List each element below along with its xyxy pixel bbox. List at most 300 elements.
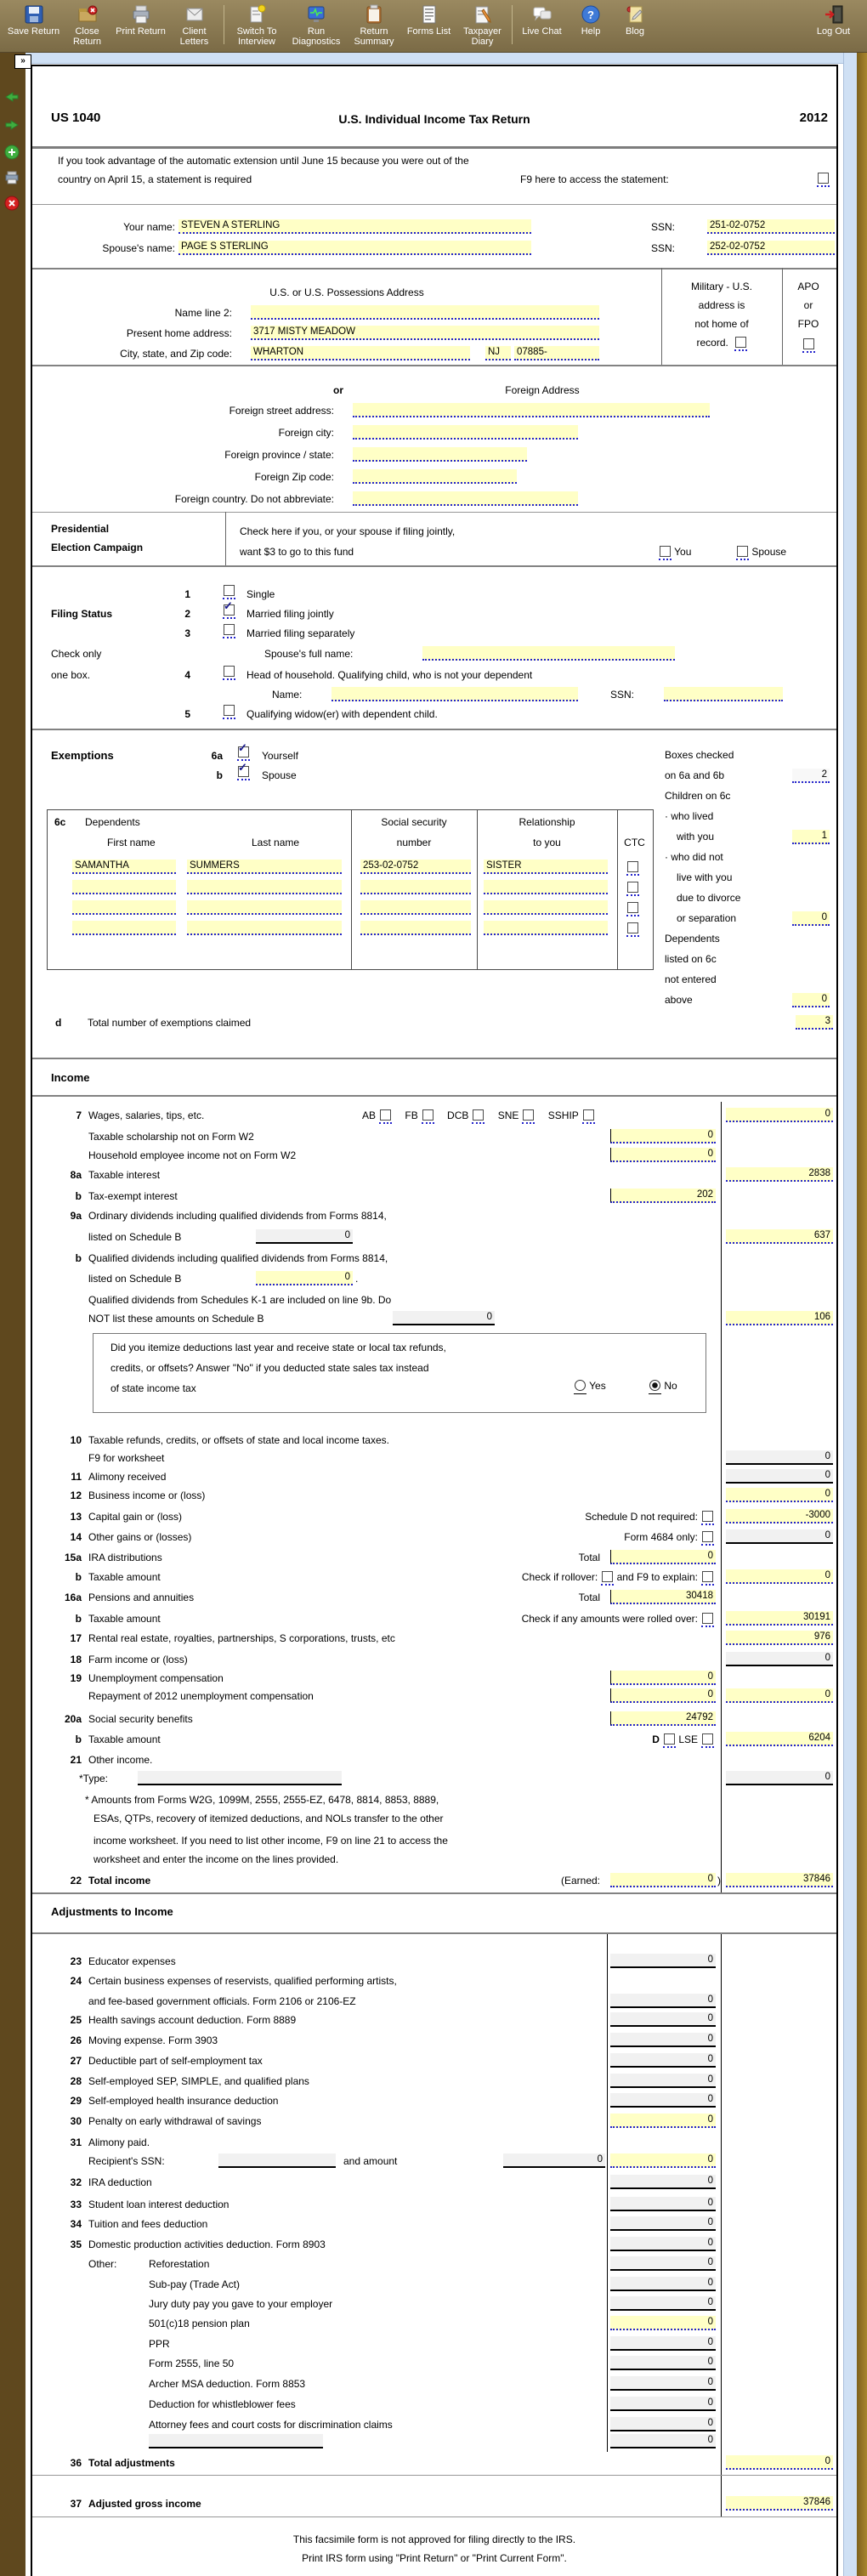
line-label: Other income. (88, 1754, 153, 1766)
line-26 (32, 2031, 836, 2050)
dependent-relationship-field[interactable]: SISTER (484, 860, 608, 874)
line-6b: b (216, 769, 223, 781)
return-summary-button[interactable] (346, 3, 402, 47)
reforestation-field[interactable]: 0 (610, 2256, 716, 2271)
you-checkbox[interactable] (659, 546, 672, 560)
line-label: and fee-based government officials. Form 2106 or 2106-EZ (88, 1995, 356, 2007)
vertical-scrollbar[interactable] (843, 53, 858, 2576)
or-label: or (333, 384, 343, 396)
total-adjustments-label: Total adjustments (88, 2457, 175, 2469)
note-text: * Amounts from Forms W2G, 1099M, 2555, 2555-EZ, 6478, 8814, 8853, 8889, (85, 1794, 439, 1806)
itemize-yes-option[interactable] (574, 1380, 606, 1394)
divider (32, 1892, 836, 1894)
last-name-header: Last name (252, 837, 300, 848)
form-title: U.S. Individual Income Tax Return (338, 112, 530, 126)
line-13 (32, 1507, 836, 1526)
exemption-note: listed on 6c (665, 953, 717, 965)
archer-msa-field[interactable]: 0 (610, 2376, 716, 2391)
line-label: Deduction for whistleblower fees (149, 2398, 296, 2410)
line-21 (32, 1750, 836, 1769)
single-checkbox[interactable] (223, 585, 235, 599)
presidential-text: Check here if you, or your spouse if filing jointly, (240, 525, 456, 537)
other-jury-duty (32, 2295, 836, 2313)
other-income-type-label: *Type: (79, 1773, 109, 1784)
line-23 (32, 1952, 836, 1971)
divider (32, 1095, 836, 1097)
line-number: 13 (70, 1511, 82, 1523)
ctc-checkbox[interactable] (626, 902, 639, 916)
other-income-field[interactable]: 0 (726, 1771, 833, 1785)
close-return-button[interactable] (60, 3, 114, 47)
income-note-1 (32, 1790, 836, 1809)
children-lived-with-you-value[interactable]: 1 (792, 830, 830, 844)
schedule-b-dividends-field[interactable]: 0 (256, 1229, 353, 1244)
facsimile-disclaimer: This facsimile form is not approved for filing directly to the IRS. (292, 2533, 576, 2545)
d-checkbox[interactable] (663, 1733, 676, 1748)
recipient-ssn-field[interactable] (218, 2153, 336, 2168)
ppr-field[interactable]: 0 (610, 2336, 716, 2351)
dependents-not-entered-value[interactable]: 0 (792, 993, 830, 1007)
foreign-street-row (32, 401, 836, 420)
line-label: Form 2555, line 50 (149, 2358, 235, 2369)
head-of-household-checkbox[interactable] (223, 666, 235, 680)
foreign-province-field[interactable] (353, 447, 527, 462)
button-label: Run Diagnostics (292, 26, 341, 47)
spouse-name-row (32, 239, 836, 258)
line-label: Other gains or (losses) (88, 1531, 192, 1543)
button-label: Live Chat (522, 26, 562, 37)
rollover-checkbox[interactable] (601, 1571, 614, 1586)
spouse-full-name-field[interactable] (422, 646, 675, 661)
tuition-fees-field[interactable]: 0 (610, 2216, 716, 2231)
line-label: Repayment of 2012 unemployment compensation (88, 1690, 314, 1702)
alimony-amount-field[interactable]: 0 (503, 2153, 605, 2168)
line-label: Qualified dividends including qualified dividends from Forms 8814, (88, 1252, 388, 1264)
ctc-checkbox[interactable] (626, 861, 639, 876)
button-label: Print Return (116, 26, 166, 37)
ctc-checkbox[interactable] (626, 882, 639, 896)
total-exemptions-value[interactable]: 3 (796, 1015, 833, 1030)
filing-status-2 (32, 604, 836, 623)
print-return-button[interactable] (114, 3, 167, 37)
status-number: 1 (184, 588, 190, 600)
lse-checkbox[interactable] (701, 1733, 714, 1748)
line-15b (32, 1568, 836, 1586)
spouse-exemption-checkbox[interactable] (237, 766, 250, 780)
dependent-last-name-field[interactable] (187, 900, 342, 915)
divider (32, 146, 836, 149)
line-16b (32, 1609, 836, 1628)
line-29 (32, 2091, 836, 2110)
foreign-street-field[interactable] (353, 403, 710, 417)
ira-taxable-field[interactable]: 0 (726, 1569, 833, 1584)
us-address-header: U.S. or U.S. Possessions Address (269, 287, 424, 298)
military-text: address is (698, 299, 745, 311)
wages-amount-field[interactable]: 0 (726, 1108, 833, 1122)
line-30 (32, 2112, 836, 2131)
logout-button[interactable] (807, 3, 860, 37)
run-diagnostics-button[interactable] (286, 3, 346, 47)
exemption-note: live with you (677, 871, 733, 883)
switch-to-interview-button[interactable] (227, 3, 286, 47)
dependent-relationship-field[interactable] (484, 921, 608, 935)
your-name-field[interactable]: STEVEN A STERLING (178, 219, 531, 234)
pension-501c18-field[interactable]: 0 (610, 2316, 716, 2330)
exemption-note: above (665, 994, 693, 1006)
line-33 (32, 2195, 836, 2214)
line-21-type (32, 1769, 836, 1788)
business-income-field[interactable]: 0 (726, 1488, 833, 1502)
scholarship-field[interactable]: 0 (610, 1129, 716, 1143)
foreign-street-label: Foreign street address: (229, 405, 334, 417)
filing-status-1 (32, 585, 836, 604)
relationship-header: Relationship (518, 816, 575, 828)
back-arrow-icon[interactable] (4, 89, 20, 105)
question-text: Did you itemize deductions last year and receive state or local tax refunds, (110, 1342, 446, 1353)
ssn-label: SSN: (651, 242, 676, 254)
apo-fpo-checkbox[interactable] (802, 338, 815, 353)
ira-distributions-field[interactable]: 0 (610, 1550, 716, 1564)
attorney-fees-field[interactable]: 0 (610, 2417, 716, 2431)
line-label: Wages, salaries, tips, etc. (88, 1109, 205, 1121)
qualifying-widow-checkbox[interactable] (223, 705, 235, 719)
line-label: Taxable refunds, credits, or offsets of state and local income taxes. (88, 1434, 389, 1446)
qualified-dividends-field[interactable]: 106 (726, 1311, 833, 1325)
f9-explain-checkbox[interactable] (701, 1571, 714, 1586)
student-loan-field[interactable]: 0 (610, 2197, 716, 2211)
other-income-type-field[interactable] (138, 1771, 342, 1785)
foreign-country-row (32, 490, 836, 508)
foreign-zip-field[interactable] (353, 469, 517, 484)
flag-sne-checkbox[interactable] (522, 1109, 535, 1124)
dependents-header: Dependents (85, 816, 140, 828)
line-6a: 6a (211, 750, 223, 762)
other-label: Other: (88, 2258, 117, 2270)
line-number: 17 (70, 1632, 82, 1644)
repayment-field[interactable]: 0 (610, 1688, 716, 1703)
line-label: Penalty on early withdrawal of savings (88, 2115, 262, 2127)
married-separately-checkbox[interactable] (223, 624, 235, 638)
filing-status-5 (32, 705, 836, 723)
military-text: record. (696, 337, 728, 349)
ordinary-dividends-field[interactable]: 637 (726, 1229, 833, 1244)
se-health-insurance-field[interactable]: 0 (610, 2093, 716, 2108)
line-37-agi (32, 2494, 836, 2513)
line-label: Rental real estate, royalties, partnerships, S corporations, trusts, etc (88, 1632, 395, 1644)
earned-income-field[interactable]: 0 (610, 1873, 716, 1887)
schedule-d-checkbox[interactable] (701, 1511, 714, 1525)
line-16a (32, 1588, 836, 1607)
educator-expenses-field[interactable]: 0 (610, 1954, 716, 1968)
flag-fb-checkbox[interactable] (422, 1109, 434, 1124)
extension-note-2 (32, 170, 836, 189)
delete-form-icon[interactable] (4, 196, 20, 211)
se-tax-deduction-field[interactable]: 0 (610, 2053, 716, 2068)
divider (32, 565, 836, 567)
exemption-note: or separation (677, 912, 737, 924)
dependent-last-name-field[interactable] (187, 880, 342, 894)
line-number: 10 (70, 1434, 82, 1446)
zip-field[interactable]: 07885- (514, 346, 599, 360)
line-24-2 (32, 1992, 836, 2011)
line-20a (32, 1710, 836, 1728)
form-2555-field[interactable]: 0 (610, 2356, 716, 2370)
presidential-title: Presidential (51, 523, 110, 535)
tax-exempt-interest-field[interactable]: 202 (610, 1189, 716, 1203)
name-line2-field[interactable] (251, 305, 599, 320)
client-letters-button[interactable] (167, 3, 221, 47)
pensions-taxable-field[interactable]: 30191 (726, 1611, 833, 1626)
yes-label: Yes (589, 1380, 606, 1392)
early-withdrawal-penalty-field[interactable]: 0 (610, 2114, 716, 2128)
unemployment-field[interactable]: 0 (610, 1671, 716, 1685)
other-description-field[interactable] (149, 2434, 323, 2448)
live-chat-button[interactable] (515, 3, 569, 37)
spouse-full-name-label: Spouse's full name: (264, 648, 354, 660)
f9-explain-label: and F9 to explain: (616, 1571, 698, 1583)
button-label: Switch To Interview (236, 26, 277, 47)
children-divorce-value[interactable]: 0 (792, 911, 830, 926)
line-9b-4 (32, 1309, 836, 1328)
dependent-ssn-field[interactable] (360, 921, 471, 935)
line-number: b (75, 1252, 82, 1264)
extension-note (32, 151, 836, 170)
boxes-checked-6ab-value[interactable]: 2 (792, 769, 830, 783)
line-label: NOT list these amounts on Schedule B (88, 1313, 264, 1325)
filing-status-4b (32, 685, 836, 704)
line-number: 26 (70, 2034, 82, 2046)
line-31-2 (32, 2152, 836, 2170)
line-label: Deductible part of self-employment tax (88, 2055, 263, 2067)
line-label: Student loan interest deduction (88, 2199, 230, 2210)
button-label: Return Summary (354, 26, 394, 47)
ssn-label: SSN: (651, 221, 676, 233)
qualified-dividends-schb-field[interactable]: 0 (256, 1271, 353, 1285)
dependent-relationship-field[interactable] (484, 880, 608, 894)
whistleblower-field[interactable]: 0 (610, 2397, 716, 2411)
social-security-field[interactable]: 24792 (610, 1711, 716, 1726)
exemption-note: · who lived (665, 810, 714, 822)
flag-dcb-checkbox[interactable] (472, 1109, 484, 1124)
other-amount-field[interactable]: 0 (610, 2434, 716, 2448)
divider (32, 365, 836, 366)
domestic-production-field[interactable]: 0 (610, 2237, 716, 2251)
foreign-province-label: Foreign province / state: (224, 449, 334, 461)
add-form-icon[interactable] (4, 145, 20, 160)
status-number: 2 (184, 608, 190, 620)
form-id: US 1040 (51, 111, 101, 125)
spouse-name-label: Spouse's name: (102, 242, 175, 254)
line-label: Certain business expenses of reservists, qualified performing artists, (88, 1975, 397, 1987)
statement-checkbox[interactable] (817, 173, 830, 187)
foreign-country-label: Foreign country. Do not abbreviate: (174, 493, 334, 505)
blog-button[interactable] (613, 3, 657, 37)
exemption-note: with you (677, 831, 715, 843)
dependent-ssn-field[interactable] (360, 880, 471, 894)
your-ssn-field[interactable]: 251-02-0752 (707, 219, 835, 234)
expand-panel-button[interactable]: » (14, 54, 31, 69)
dependent-ssn-field[interactable] (360, 900, 471, 915)
hsa-deduction-field[interactable]: 0 (610, 2012, 716, 2027)
button-label: Client Letters (179, 26, 209, 47)
pec-spouse (736, 546, 786, 560)
line-label: Self-employed SEP, SIMPLE, and qualified plans (88, 2075, 309, 2087)
line-label: Taxable amount (88, 1571, 161, 1583)
rolled-over-checkbox[interactable] (701, 1613, 714, 1627)
dependent-relationship-field[interactable] (484, 900, 608, 915)
button-label: Blog (625, 26, 645, 37)
dependent-last-name-field[interactable] (187, 921, 342, 935)
married-jointly-checkbox[interactable] (223, 604, 235, 619)
line-number: 7 (76, 1109, 82, 1121)
logout-icon (823, 3, 845, 26)
left-form-toolbar (0, 53, 26, 2576)
dependent-first-name-field[interactable]: SAMANTHA (72, 860, 176, 874)
yourself-checkbox[interactable] (237, 746, 250, 761)
taxpayer-diary-button[interactable] (456, 3, 509, 47)
help-button[interactable] (569, 3, 613, 37)
line-number: 15a (64, 1552, 82, 1563)
total-income-field[interactable]: 37846 (726, 1873, 833, 1887)
alimony-received-field[interactable]: 0 (726, 1469, 833, 1484)
subpay-field[interactable]: 0 (610, 2277, 716, 2291)
dependent-first-name-field[interactable] (72, 921, 176, 935)
forms-list-button[interactable] (402, 3, 456, 37)
divider (32, 1058, 836, 1059)
save-return-button[interactable] (7, 3, 60, 37)
close-return-icon (76, 3, 99, 26)
line-7-scholarship (32, 1127, 836, 1146)
one-box-note: one box. (51, 669, 91, 681)
military-text: not home of (694, 318, 749, 330)
income-note-2 (32, 1809, 836, 1828)
spouse-label: Spouse (751, 546, 787, 558)
city-field[interactable]: WHARTON (251, 346, 470, 360)
sep-simple-field[interactable]: 0 (610, 2074, 716, 2088)
line-number: 25 (70, 2014, 82, 2026)
horizontal-scrollbar[interactable] (26, 53, 843, 64)
line-label: Reforestation (149, 2258, 210, 2270)
button-label: Help (581, 26, 601, 37)
d-flag-label: D (652, 1733, 660, 1745)
pensions-total-field[interactable]: 30418 (610, 1590, 716, 1604)
business-expenses-field[interactable]: 0 (610, 1994, 716, 2008)
home-address-field[interactable]: 3717 MISTY MEADOW (251, 326, 599, 340)
ss-flags (652, 1730, 714, 1749)
alimony-paid-field[interactable]: 0 (610, 2153, 716, 2168)
other-attorney-fees (32, 2415, 836, 2434)
filing-status-title: Filing Status (51, 608, 112, 620)
line-28 (32, 2072, 836, 2091)
line-10-2 (32, 1449, 836, 1467)
forward-arrow-icon[interactable] (4, 117, 20, 133)
line-label: Tuition and fees deduction (88, 2218, 208, 2230)
taxable-interest-field[interactable]: 2838 (726, 1167, 833, 1182)
other-reforestation (32, 2255, 836, 2273)
moving-expense-field[interactable]: 0 (610, 2033, 716, 2047)
spouse-ssn-field[interactable]: 252-02-0752 (707, 241, 835, 255)
apo-checkbox-line (782, 338, 835, 353)
dependent-last-name-field[interactable]: SUMMERS (187, 860, 342, 874)
flag-sship-checkbox[interactable] (582, 1109, 595, 1124)
total-income-label: Total income (88, 1875, 151, 1887)
state-field[interactable]: NJ (485, 346, 511, 360)
line-19-repayment (32, 1687, 836, 1705)
home-address-label: Present home address: (126, 327, 232, 339)
qualifying-child-ssn-field[interactable] (664, 687, 783, 701)
form-4684-checkbox[interactable] (701, 1531, 714, 1546)
agi-field[interactable]: 37846 (726, 2496, 833, 2511)
earned-label: (Earned: (560, 1875, 600, 1887)
capital-gain-field[interactable]: -3000 (726, 1509, 833, 1523)
exemption-counts-column (665, 746, 833, 1018)
flag-sship-label: SSHIP (547, 1109, 579, 1121)
jury-duty-field[interactable]: 0 (610, 2296, 716, 2311)
household-income-field[interactable]: 0 (610, 1148, 716, 1162)
spouse-checkbox[interactable] (736, 546, 749, 560)
foreign-city-label: Foreign city: (278, 427, 334, 439)
total-adjustments-field[interactable]: 0 (726, 2455, 833, 2470)
return-summary-icon (363, 3, 385, 26)
line-number: 24 (70, 1975, 82, 1987)
line-18 (32, 1650, 836, 1669)
line-label: Pensions and annuities (88, 1592, 195, 1603)
ira-deduction-field[interactable]: 0 (610, 2175, 716, 2189)
exemption-note: Children on 6c (665, 790, 731, 802)
line-number: 34 (70, 2218, 82, 2230)
other-gains-field[interactable]: 0 (726, 1529, 833, 1544)
flag-ab-checkbox[interactable] (379, 1109, 392, 1124)
unemployment-net-field[interactable]: 0 (726, 1688, 833, 1703)
schedule-d-flag (585, 1507, 714, 1526)
k1-dividends-field[interactable]: 0 (393, 1311, 495, 1325)
itemize-no-option[interactable] (649, 1380, 677, 1394)
line-label: Qualified dividends from Schedules K-1 are included on line 9b. Do (88, 1294, 392, 1306)
line-number: 9a (70, 1210, 82, 1222)
taxable-refunds-field[interactable]: 0 (726, 1450, 833, 1465)
adjustments-section-header: Adjustments to Income (51, 1905, 173, 1918)
ctc-checkbox[interactable] (626, 922, 639, 937)
qualifying-widow-label: Qualifying widow(er) with dependent child. (246, 708, 438, 720)
print-form-icon[interactable] (4, 170, 20, 185)
military-address-checkbox[interactable] (734, 337, 747, 351)
ctc-header: CTC (624, 837, 645, 848)
dependent-first-name-field[interactable] (72, 900, 176, 915)
qualifying-child-name-label: Name: (272, 689, 303, 701)
line-number: 20a (64, 1713, 82, 1725)
print-instructions: Print IRS form using "Print Return" or "Print Current Form". (302, 2552, 567, 2564)
button-label: Save Return (7, 26, 60, 37)
rental-income-field[interactable]: 976 (726, 1631, 833, 1645)
note-text: If you took advantage of the automatic extension until June 15 because you were out of the (58, 155, 469, 167)
save-icon (23, 3, 45, 26)
line-number: 35 (70, 2238, 82, 2250)
line-letter: d (55, 1017, 62, 1029)
spouse-name-field[interactable]: PAGE S STERLING (178, 241, 531, 255)
divider (32, 729, 836, 730)
foreign-country-field[interactable] (353, 491, 578, 506)
lse-label: LSE (678, 1733, 698, 1745)
ss-taxable-field[interactable]: 6204 (726, 1732, 833, 1746)
qualifying-child-name-field[interactable] (332, 687, 578, 701)
farm-income-field[interactable]: 0 (726, 1652, 833, 1666)
button-label: Forms List (406, 26, 451, 37)
line-label: Taxable amount (88, 1613, 161, 1625)
foreign-city-field[interactable] (353, 425, 578, 440)
dependent-ssn-field[interactable]: 253-02-0752 (360, 860, 471, 874)
ssn-header-2: number (396, 837, 432, 848)
dependent-first-name-field[interactable] (72, 880, 176, 894)
